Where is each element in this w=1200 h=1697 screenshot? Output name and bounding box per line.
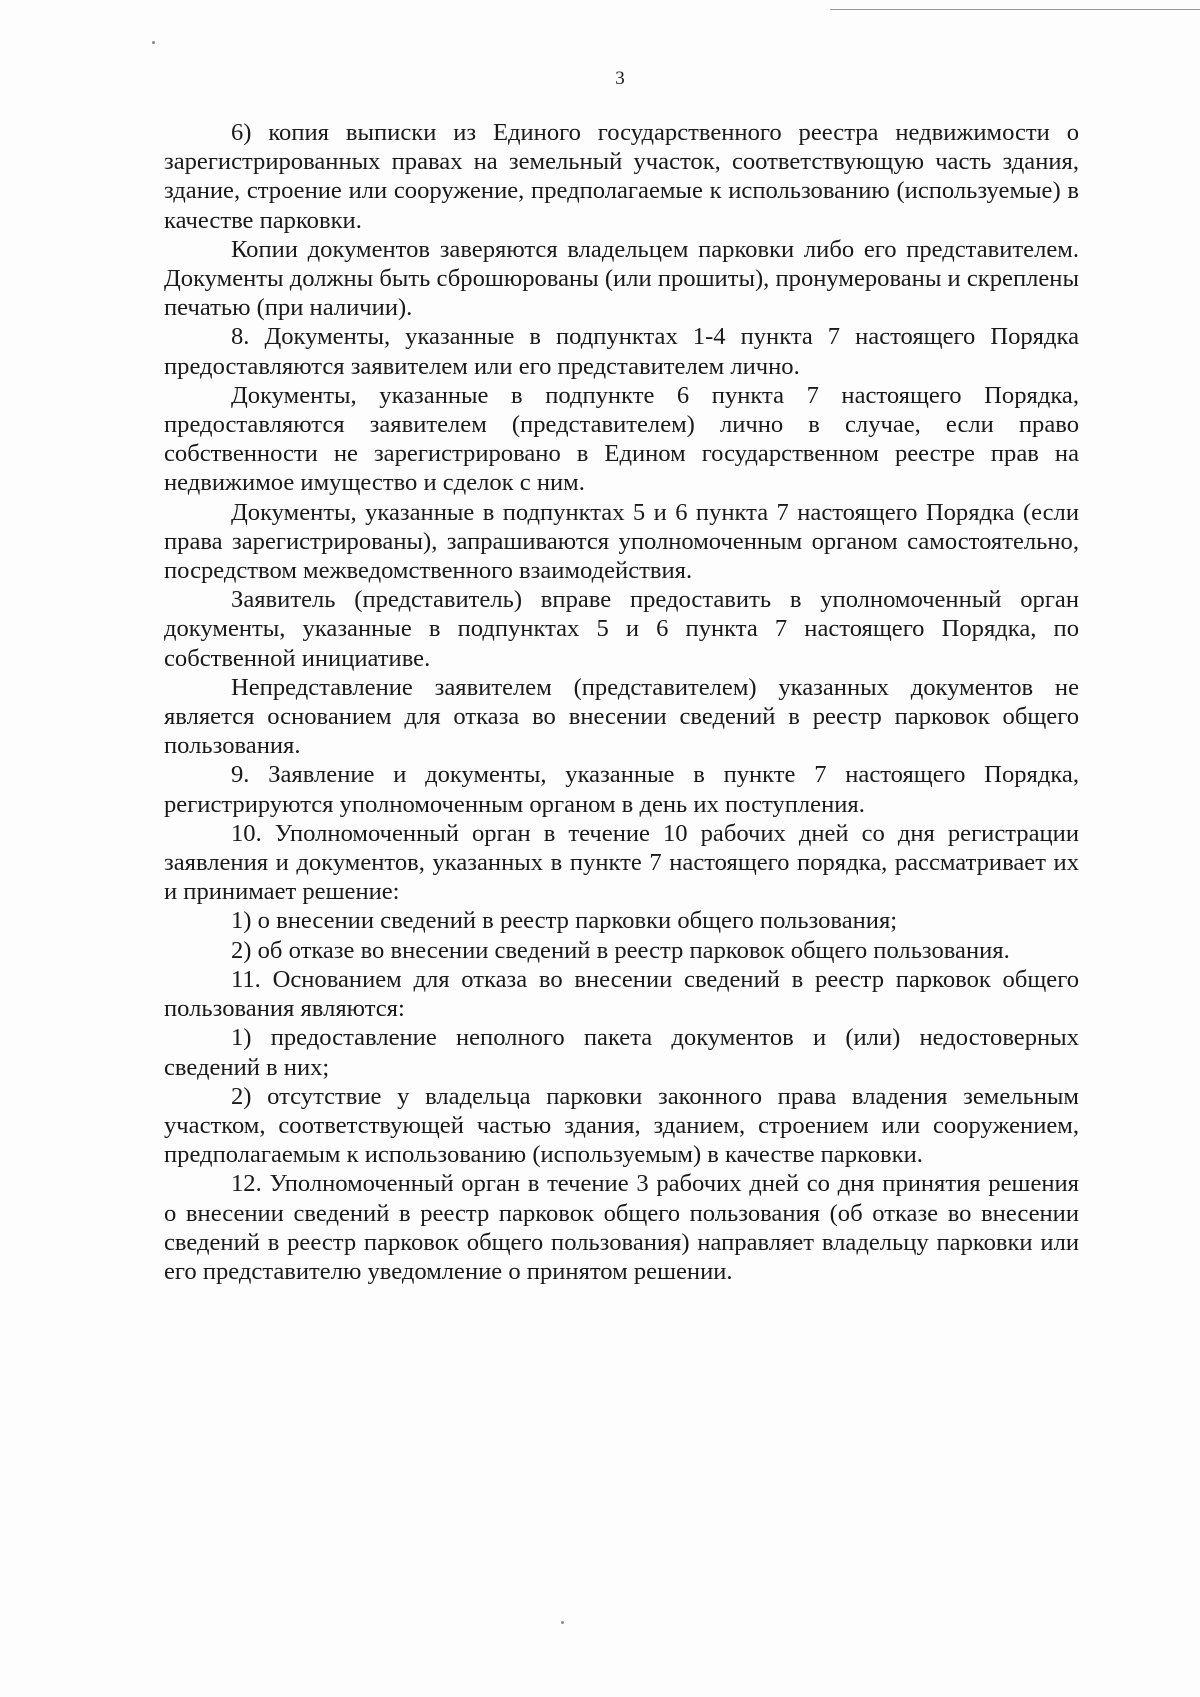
paragraph-clause-11-item-1: 1) предоставление неполного пакета документов и (или) недостоверных сведений в них;: [164, 1024, 1079, 1081]
paragraph-clause-8-subitems-5-6: Документы, указанные в подпунктах 5 и 6 пункта 7 настоящего Порядка (если права зарегистрированы), запрашиваются уполномоченным органом самостоятельно, посредством межведомственного взаимодействия.: [164, 498, 1079, 585]
paragraph-non-submission: Непредставление заявителем (представителем) указанных документов не является основанием для отказа во внесении сведений в реестр парковок общего пользования.: [164, 673, 1079, 760]
paragraph-item-6-extract: 6) копия выписки из Единого государственного реестра недвижимости о зарегистрированных правах на земельный участок, соответствующую часть здания, здание, строение или сооружение, предполагаемые к использованию (используемые) в качестве парковки.: [164, 119, 1079, 234]
scan-artifact-line: [830, 9, 1200, 10]
page-number: 3: [615, 68, 625, 89]
document-body: [164, 118, 1079, 1286]
scan-speck: [561, 1621, 564, 1624]
paragraph-clause-10-item-2: 2) об отказе во внесении сведений в реестр парковок общего пользования.: [231, 936, 1010, 964]
paragraph-copies-certification: Копии документов заверяются владельцем парковки либо его представителем. Документы должны быть сброшюрованы (или прошиты), пронумерованы и скреплены печатью (при наличии).: [164, 235, 1079, 322]
paragraph-clause-12: 12. Уполномоченный орган в течение 3 рабочих дней со дня принятия решения о внесении сведений в реестр парковок общего пользования (об отказе во внесении сведений в реестр парковок общего пользования) направляет владельцу парковки или его представителю уведомление о принятом решении.: [164, 1170, 1079, 1285]
paragraph-clause-11-item-2: 2) отсутствие у владельца парковки законного права владения земельным участком, соответствующей частью здания, зданием, строением или сооружением, предполагаемым к использованию (используемым) в качестве парковки.: [164, 1082, 1079, 1169]
paragraph-applicant-initiative: Заявитель (представитель) вправе предоставить в уполномоченный орган документы, указанные в подпунктах 5 и 6 пункта 7 настоящего Порядка, по собственной инициативе.: [164, 586, 1079, 672]
paragraph-clause-10: 10. Уполномоченный орган в течение 10 рабочих дней со дня регистрации заявления и документов, указанных в пункте 7 настоящего порядка, рассматривает их и принимает решение:: [164, 819, 1079, 906]
paragraph-clause-10-item-1: 1) о внесении сведений в реестр парковки общего пользования;: [231, 907, 898, 935]
scan-speck: [152, 41, 155, 44]
paragraph-clause-8-subitem-6: Документы, указанные в подпункте 6 пункта 7 настоящего Порядка, предоставляются заявителем (представителем) лично в случае, если право собственности не зарегистрировано в Едином государственном реестре прав на недвижимое имущество и сделок с ним.: [164, 381, 1079, 497]
paragraph-clause-9: 9. Заявление и документы, указанные в пункте 7 настоящего Порядка, регистрируются уполномоченным органом в день их поступления.: [164, 761, 1079, 818]
paragraph-clause-8: 8. Документы, указанные в подпунктах 1-4 пункта 7 настоящего Порядка предоставляются заявителем или его представителем лично.: [164, 323, 1079, 380]
paragraph-clause-11: 11. Основанием для отказа во внесении сведений в реестр парковок общего пользования являются:: [164, 965, 1079, 1023]
